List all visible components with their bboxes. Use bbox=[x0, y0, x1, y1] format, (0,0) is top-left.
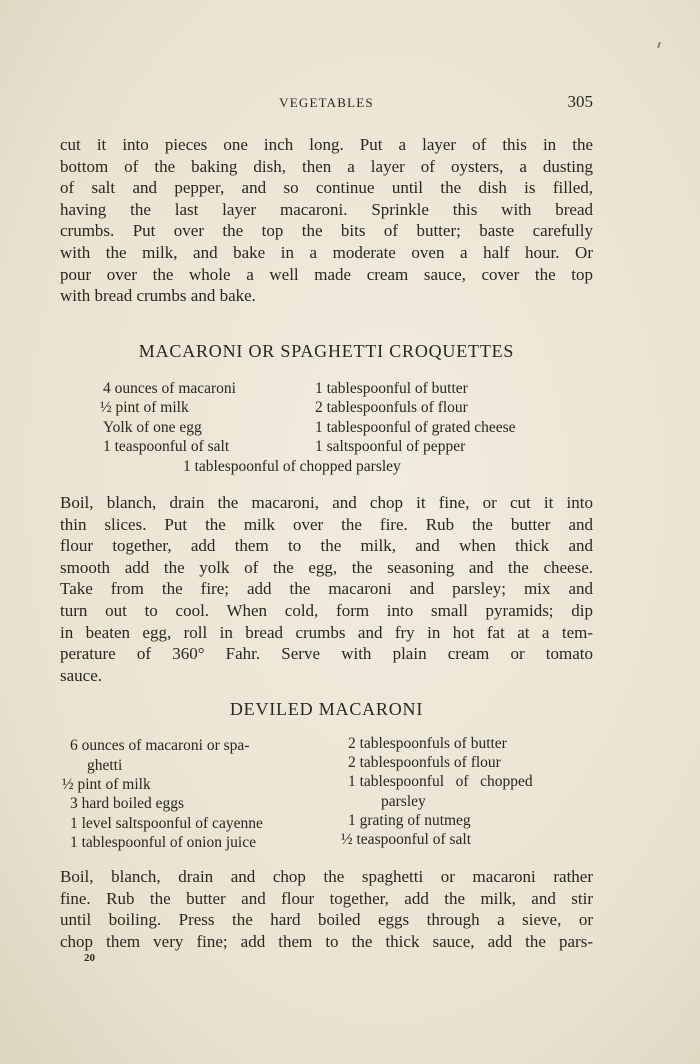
ingredient-item: ½ pint of milk bbox=[100, 399, 189, 416]
ingredient-item: 1 tablespoonful of grated cheese bbox=[315, 419, 516, 436]
ingredient-item: Yolk of one egg bbox=[103, 419, 202, 436]
ingredient-item: 1 level saltspoonful of cayenne bbox=[70, 815, 263, 832]
text-line: of salt and pepper, and so continue until the dish is filled, bbox=[60, 178, 593, 198]
ingredient-item: 1 teaspoonful of salt bbox=[103, 438, 230, 455]
text-line: smooth add the yolk of the egg, the seasoning and the cheese. bbox=[60, 557, 593, 577]
method-paragraph bbox=[60, 866, 593, 952]
text-line: crumbs. Put over the top the bits of butter; baste carefully bbox=[60, 221, 593, 241]
intro-paragraph bbox=[60, 134, 593, 307]
text-line: pour over the whole a well made cream sauce, cover the top bbox=[60, 264, 593, 284]
running-head bbox=[60, 92, 593, 114]
ingredient-item: 1 tablespoonful of chopped parsley bbox=[183, 458, 401, 475]
text-line: perature of 360° Fahr. Serve with plain cream or tomato bbox=[60, 644, 593, 664]
ingredient-item: 4 ounces of macaroni bbox=[103, 380, 236, 397]
ingredient-item: 1 saltspoonful of pepper bbox=[315, 438, 466, 455]
ingredient-item: ½ pint of milk bbox=[62, 776, 151, 793]
ingredient-item: 6 ounces of macaroni or spa- bbox=[70, 737, 250, 754]
ingredient-item: parsley bbox=[381, 793, 426, 810]
ingredient-item: ½ teaspoonful of salt bbox=[341, 831, 472, 848]
text-line: thin slices. Put the milk over the fire. Rub the butter and bbox=[60, 514, 593, 534]
paper-speck bbox=[657, 42, 661, 48]
running-title: VEGETABLES bbox=[279, 95, 374, 110]
text-line: cut it into pieces one inch long. Put a layer of this in the bbox=[60, 135, 593, 154]
ingredient-item: 2 tablespoonfuls of flour bbox=[315, 399, 468, 416]
text-line: with bread crumbs and bake. bbox=[60, 286, 256, 306]
text-line: with the milk, and bake in a moderate oven a half hour. Or bbox=[60, 242, 593, 262]
ingredient-item: 1 tablespoonful of butter bbox=[315, 380, 468, 397]
page-number: 305 bbox=[567, 92, 593, 111]
text-line: having the last layer macaroni. Sprinkle this with bread bbox=[60, 199, 593, 219]
recipe-title: MACARONI OR SPAGHETTI CROQUETTES bbox=[138, 341, 515, 361]
text-line: Boil, blanch, drain and chop the spaghetti or macaroni rather bbox=[60, 867, 593, 886]
ingredient-item: ghetti bbox=[87, 757, 123, 774]
text-line: flour together, add them to the milk, and when thick and bbox=[60, 536, 593, 556]
text-line: chop them very fine; add them to the thick sauce, add the pars- bbox=[60, 931, 593, 951]
text-line: Boil, blanch, drain the macaroni, and chop it fine, or cut it into bbox=[60, 493, 593, 512]
ingredient-item: 1 grating of nutmeg bbox=[348, 812, 471, 829]
text-line: in beaten egg, roll in bread crumbs and fry in hot fat at a tem- bbox=[60, 622, 593, 642]
ingredient-item: 2 tablespoonfuls of butter bbox=[348, 735, 507, 752]
ingredient-item: 1 tablespoonful of onion juice bbox=[70, 834, 256, 851]
text-line: Take from the fire; add the macaroni and parsley; mix and bbox=[60, 579, 593, 599]
recipe-title: DEVILED MACARONI bbox=[229, 699, 424, 719]
text-line: until boiling. Press the hard boiled eggs through a sieve, or bbox=[60, 910, 593, 930]
text-line: sauce. bbox=[60, 665, 103, 685]
signature-mark: 20 bbox=[84, 952, 95, 964]
method-paragraph bbox=[60, 492, 593, 686]
ingredient-item: 2 tablespoonfuls of flour bbox=[348, 754, 501, 771]
text-line: turn out to cool. When cold, form into small pyramids; dip bbox=[60, 600, 593, 620]
ingredient-item: 3 hard boiled eggs bbox=[70, 795, 185, 812]
ingredient-item: 1 tablespoonful of chopped bbox=[348, 773, 533, 790]
text-line: fine. Rub the butter and flour together, add the milk, and stir bbox=[60, 888, 593, 908]
text-line: bottom of the baking dish, then a layer of oysters, a dusting bbox=[60, 156, 593, 176]
